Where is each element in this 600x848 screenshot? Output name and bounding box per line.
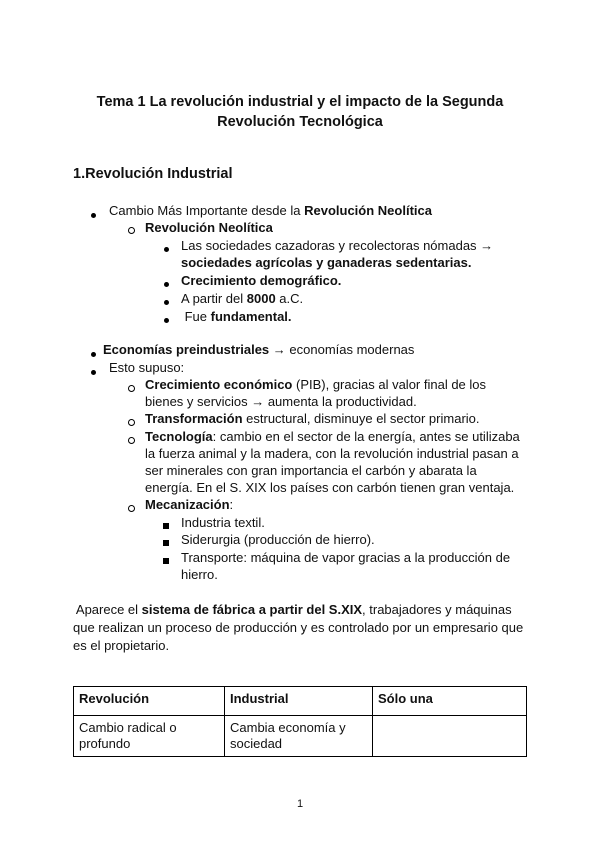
bullet-square-icon <box>163 523 169 529</box>
title-line-1: Tema 1 La revolución industrial y el impacto de la Segunda <box>96 94 504 110</box>
bullet-square-icon <box>163 558 169 564</box>
section-heading: 1.Revolución Industrial <box>73 166 233 182</box>
table-header-cell: Sólo una <box>373 687 527 716</box>
table-cell <box>373 716 527 757</box>
paragraph-line-2: que realizan un proceso de producción y es controlado por un empresario que <box>73 620 524 635</box>
mec-item-3-line-1: Transporte: máquina de vapor gracias a la producción de <box>181 550 511 565</box>
bullet-circle-icon <box>128 385 135 392</box>
bullet-circle-icon <box>128 227 135 234</box>
mec-item-3-line-2: hierro. <box>181 567 218 582</box>
bullet-circle-icon <box>128 505 135 512</box>
sub-2: Transformación estructural, disminuye el sector primario. <box>145 411 480 426</box>
title-line-2: Revolución Tecnológica <box>217 114 383 130</box>
table-header-cell: Industrial <box>225 687 373 716</box>
bullet-1a-item-4: Fue fundamental. <box>181 309 292 324</box>
bullet-disc-icon <box>91 213 96 218</box>
table-cell: Cambio radical o profundo <box>74 716 225 757</box>
bullet-1a-item-2: Crecimiento demográfico. <box>181 273 342 288</box>
bullet-1a: Revolución Neolítica <box>145 220 273 235</box>
bullet-disc-icon <box>91 370 96 375</box>
sub-3-line-4: energía. En el S. XIX los países con carbón tienen gran ventaja. <box>145 480 515 495</box>
mec-item-1: Industria textil. <box>181 515 265 530</box>
table-row <box>74 716 527 757</box>
bullet-disc-icon <box>164 300 169 305</box>
bullet-disc-icon <box>164 247 169 252</box>
bullet-3: Esto supuso: <box>109 360 185 375</box>
document-title <box>60 92 540 132</box>
table-header-row <box>74 687 527 716</box>
bullet-disc-icon <box>91 352 96 357</box>
bullet-1a-item-1-line-1: Las sociedades cazadoras y recolectoras nómadas → <box>181 238 494 253</box>
sub-3-line-1: Tecnología: cambio en el sector de la energía, antes se utilizaba <box>145 429 520 444</box>
bullet-1a-item-1-line-2: sociedades agrícolas y ganaderas sedentarias. <box>181 255 472 270</box>
sub-1-line-1: Crecimiento económico (PIB), gracias al valor final de los <box>145 377 487 392</box>
bullet-disc-icon <box>164 282 169 287</box>
table-cell: Cambia economía y sociedad <box>225 716 373 757</box>
sub-4: Mecanización: <box>145 497 234 512</box>
paragraph-line-1: Aparece el sistema de fábrica a partir del S.XIX, trabajadores y máquinas <box>73 602 512 617</box>
sub-1-line-2: bienes y servicios → aumenta la productividad. <box>145 394 417 409</box>
bullet-2: Economías preindustriales → economías modernas <box>103 342 415 357</box>
bullet-1: Cambio Más Importante desde la Revolución Neolítica <box>109 203 432 218</box>
mec-item-2: Siderurgia (producción de hierro). <box>181 532 375 547</box>
sub-3-line-2: la fuerza animal y la madera, con la revolución industrial pasan a <box>145 446 519 461</box>
page-number: 1 <box>296 798 304 810</box>
bullet-circle-icon <box>128 419 135 426</box>
bullet-disc-icon <box>164 318 169 323</box>
table-header-cell: Revolución <box>74 687 225 716</box>
bullet-square-icon <box>163 540 169 546</box>
bullet-1a-item-3: A partir del 8000 a.C. <box>181 291 304 306</box>
revolution-table <box>73 686 527 757</box>
sub-3-line-3: ser minerales con gran importancia el carbón y abarata la <box>145 463 477 478</box>
bullet-circle-icon <box>128 437 135 444</box>
paragraph-line-3: es el propietario. <box>73 638 170 653</box>
